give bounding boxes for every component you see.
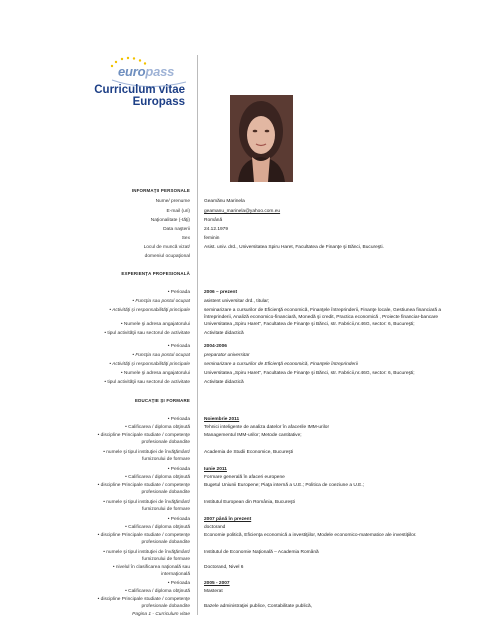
row-value: asistent universitar drd., titular; [204, 299, 270, 304]
row-value: Universitatea „Spiru Haret”, Facultatea de Finanţe şi Bănci, str. Fabricii,nr.46G, sector: 6, Bucureşti; [204, 322, 415, 327]
row-value: Tehnici inteligente de analiza datelor în afacerile IMM-urilor [204, 425, 330, 430]
row-value: Geamănu Marinela [204, 199, 245, 204]
experience-section-title: EXPERIENŢA PROFESIONALĂ [121, 271, 190, 276]
education-row [0, 604, 495, 612]
logo-part2: pass [145, 64, 175, 79]
row-label: • discipline Principale studiate / competenţe [97, 433, 190, 438]
row-label: • Perioada [167, 344, 190, 349]
row-value: Formare generală în afaceri europene [204, 475, 285, 480]
row-value: 2007 până în prezent [204, 517, 252, 522]
education-row [0, 572, 495, 580]
row-label: • nivelul în clasificarea naţională sau [112, 565, 190, 570]
row-value: Institutul de Economie Naţională – Academia Română [204, 550, 319, 555]
personal-row-domain [0, 254, 495, 262]
experience-row [0, 353, 495, 361]
row-label: domeniul ocupaţional [144, 254, 190, 259]
row-label: furnizorului de formare [142, 457, 190, 462]
education-row [0, 589, 495, 597]
row-label: • Activităţi şi responsabilităţi principale [109, 362, 190, 367]
education-row [0, 457, 495, 465]
personal-row-job [0, 245, 495, 253]
row-label: • Funcţia sau postul ocupat [132, 353, 190, 358]
experience-row [0, 299, 495, 307]
row-label: Sex [181, 236, 190, 241]
row-value: Bazele administraţiei publice, Contabilitate publică, [204, 604, 312, 609]
row-value: întreprinderii, Analiză economico-financiară, Monedă şi credit, Practica economică , Proiecte financiar-bancare [204, 315, 439, 320]
row-value: Română [204, 218, 223, 223]
experience-row [0, 322, 495, 330]
row-value: Universitatea „Spiru Haret”, Facultatea de Finanţe şi Bănci, str. Fabricii,nr.46G, sector: 6, Bucureşti; [204, 371, 415, 376]
row-value: feminin [204, 236, 220, 241]
row-label: furnizorului de formare [142, 507, 190, 512]
education-row [0, 475, 495, 483]
row-value: doctorand [204, 525, 226, 530]
education-row [0, 557, 495, 565]
row-label: profesionale dobandite [141, 604, 190, 609]
education-row [0, 490, 495, 498]
education-section-title: EDUCAŢIE ŞI FORMARE [134, 398, 190, 403]
education-row [0, 440, 495, 448]
page-footer: Pagina 1 - Curriculum vitae [132, 612, 190, 617]
personal-row-sex [0, 236, 495, 244]
row-label: • discipline Principale studiate / competenţe [97, 533, 190, 538]
row-value: Academia de Studii Economice, Bucureşti [204, 450, 294, 455]
europass-wordmark [118, 64, 174, 79]
personal-section-title: INFORMAŢII PERSONALE [131, 188, 190, 193]
education-row [0, 540, 495, 548]
row-label: • numele şi tipul instituţiei de învăţământ/ [103, 450, 190, 455]
personal-row-nationality [0, 218, 495, 226]
row-value: Asist. univ. drd., Universitatea Spiru Haret, Facultatea de Finanţe şi Bănci, Bucureşti. [204, 245, 384, 250]
experience-row [0, 290, 495, 298]
row-label: Data naşterii [163, 227, 190, 232]
row-label: • discipline Principale studiate / competenţe [97, 483, 190, 488]
row-label: • numele şi tipul instituţiei de învăţământ/ [103, 550, 190, 555]
email-link[interactable]: geamanu_marinela@yahoo.com.eu [204, 209, 281, 214]
row-value: 2004-2006 [204, 344, 227, 349]
experience-row [0, 380, 495, 388]
experience-row [0, 362, 495, 370]
personal-row-email [0, 209, 495, 217]
row-value: seminarizare a cursurilor de Eficienţă economică, Finanţele întreprinderii [204, 362, 358, 367]
logo-part1: euro [118, 64, 146, 79]
title-line-2: Europass [132, 96, 185, 108]
row-label: Nume/ prenume [155, 199, 190, 204]
row-value: Managementul IMM-urilor; Metode cantitative; [204, 433, 302, 438]
row-label: • Funcţia sau postul ocupat [132, 299, 190, 304]
row-label: • tipul activităţii sau sectorul de activitate [104, 380, 190, 385]
row-value: Economie politică, Eficienţa economică a investiţiilor, Modele economico-matematice ale investiţiilor. [204, 533, 417, 538]
row-label: • Calificarea / diploma obţinută [125, 589, 190, 594]
row-value: Noiembrie 2011 [204, 417, 240, 422]
personal-row-name [0, 199, 495, 207]
education-row [0, 507, 495, 515]
profile-photo [230, 95, 293, 182]
row-value: Activitate didactică [204, 331, 244, 336]
row-value: Doctorand, Nivel 6 [204, 565, 244, 570]
row-label: • Numele şi adresa angajatorului [120, 371, 190, 376]
portrait-image [230, 95, 293, 182]
row-label: • discipline Principale studiate / competenţe [97, 597, 190, 602]
education-row [0, 417, 495, 425]
row-label: • Perioada [167, 290, 190, 295]
row-label: furnizorului de formare [142, 557, 190, 562]
row-label: • Activităţi şi responsabilităţi principale [109, 308, 190, 313]
row-value: Institutul European din România, Bucureşti [204, 500, 295, 505]
row-label: • Calificarea / diploma obţinută [125, 525, 190, 530]
row-value: Masterat [204, 589, 223, 594]
row-value: Bugetul Uniunii Europene; Piaţa internă a U.E.; Politica de coeziune a U.E.; [204, 483, 364, 488]
experience-row [0, 371, 495, 379]
personal-row-birthdate [0, 227, 495, 235]
education-row [0, 425, 495, 433]
education-row [0, 467, 495, 475]
row-label: • Numele şi adresa angajatorului [120, 322, 190, 327]
row-value: 2006 – prezent [204, 290, 238, 295]
row-label: • tipul activităţii sau sectorul de activitate [104, 331, 190, 336]
title-line-1: Curriculum vitae [94, 84, 185, 96]
education-row [0, 517, 495, 525]
row-label: • Perioada [167, 581, 190, 586]
row-value: Iunie 2011 [204, 467, 227, 472]
row-value: 2005 - 2007 [204, 581, 230, 586]
row-label: • Perioada [167, 517, 190, 522]
row-label: • numele şi tipul instituţiei de învăţământ/ [103, 500, 190, 505]
education-row [0, 581, 495, 589]
row-label: Naţionalitate (-tăţi) [150, 218, 190, 223]
row-label: • Calificarea / diploma obţinută [125, 425, 190, 430]
row-value: preparator universitar [204, 353, 250, 358]
education-row [0, 525, 495, 533]
row-label: • Calificarea / diploma obţinută [125, 475, 190, 480]
row-value: Activitate didactică [204, 380, 244, 385]
row-label: profesionale dobandite [141, 490, 190, 495]
row-label: • Perioada [167, 417, 190, 422]
row-label: profesionale dobandite [141, 440, 190, 445]
row-label: • Perioada [167, 467, 190, 472]
row-value: seminarizare a cursurilor de Eficienţă economică, Finanţele întreprinderii, Finanţe locale, Gestiunea financiară a [204, 308, 442, 313]
experience-row [0, 331, 495, 339]
experience-row [0, 344, 495, 352]
row-label: profesionale dobandite [141, 540, 190, 545]
row-label: Locul de muncă vizat/ [143, 245, 190, 250]
document-title [94, 84, 185, 108]
row-label: E-mail (uri) [166, 209, 190, 214]
row-label: internaţională [161, 572, 190, 577]
row-value: 24.12.1979 [204, 227, 229, 232]
